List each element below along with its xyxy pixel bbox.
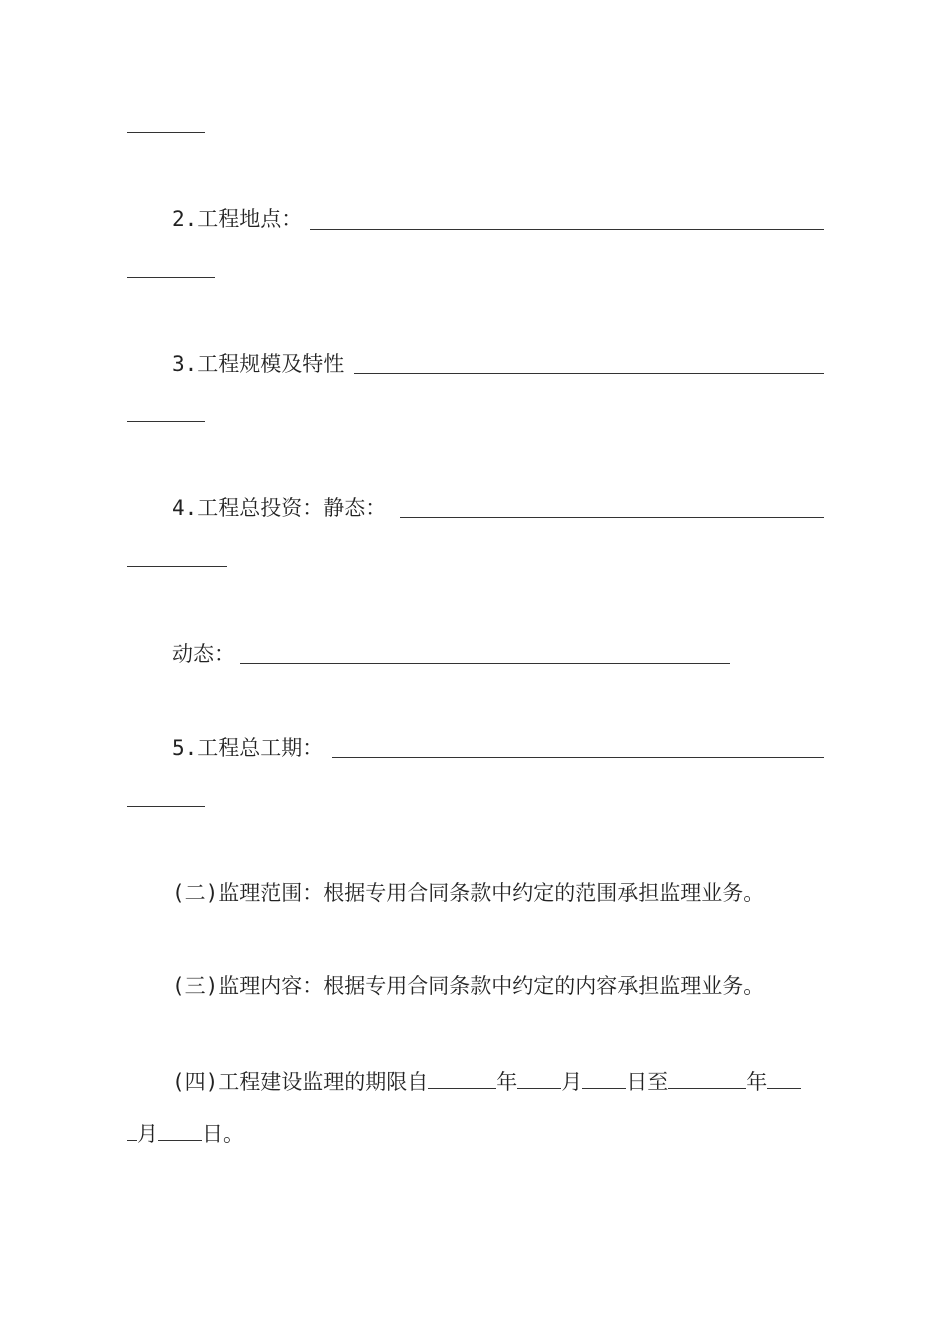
start-month-blank[interactable] <box>517 1070 561 1089</box>
static-investment-blank[interactable] <box>400 517 824 518</box>
content-paragraph <box>172 972 764 1000</box>
period-paragraph <box>172 1068 801 1096</box>
dynamic-label: 动态： <box>172 642 235 666</box>
scale-blank[interactable] <box>354 373 824 374</box>
scale-line <box>172 350 344 378</box>
scale-blank-cont[interactable] <box>127 421 205 422</box>
end-day-blank[interactable] <box>158 1122 202 1141</box>
location-label: 2.工程地点： <box>172 207 303 231</box>
end-month-blank[interactable] <box>767 1070 801 1089</box>
period-paragraph-cont <box>127 1120 244 1148</box>
end-day-label: 日。 <box>202 1122 244 1146</box>
location-line <box>172 205 302 233</box>
dynamic-investment-blank[interactable] <box>240 663 730 664</box>
content-text: (三)监理内容：根据专用合同条款中约定的内容承担监理业务。 <box>172 974 765 998</box>
start-year-blank[interactable] <box>428 1070 496 1089</box>
end-month-label: 月 <box>137 1122 158 1146</box>
end-month-blank-cont[interactable] <box>127 1122 137 1141</box>
dynamic-line <box>172 640 235 668</box>
location-blank[interactable] <box>310 229 824 230</box>
end-year-blank[interactable] <box>668 1070 746 1089</box>
month-label: 月 <box>561 1070 583 1094</box>
scale-label: 3.工程规模及特性 <box>172 352 345 376</box>
duration-blank-cont[interactable] <box>127 806 205 807</box>
year-label: 年 <box>496 1070 518 1094</box>
scope-text: (二)监理范围：根据专用合同条款中约定的范围承担监理业务。 <box>172 881 765 905</box>
period-prefix: (四)工程建设监理的期限自 <box>172 1070 429 1094</box>
end-year-label: 年 <box>746 1070 768 1094</box>
scope-paragraph <box>172 879 764 907</box>
start-day-blank[interactable] <box>582 1070 626 1089</box>
investment-label: 4.工程总投资：静态： <box>172 496 387 520</box>
duration-label: 5.工程总工期： <box>172 736 324 760</box>
duration-blank[interactable] <box>332 757 824 758</box>
location-blank-cont[interactable] <box>127 277 215 278</box>
investment-line <box>172 494 386 522</box>
day-to-label: 日至 <box>626 1070 669 1094</box>
blank-line-continuation[interactable] <box>127 132 205 133</box>
static-investment-blank-cont[interactable] <box>127 566 227 567</box>
duration-line <box>172 734 323 762</box>
